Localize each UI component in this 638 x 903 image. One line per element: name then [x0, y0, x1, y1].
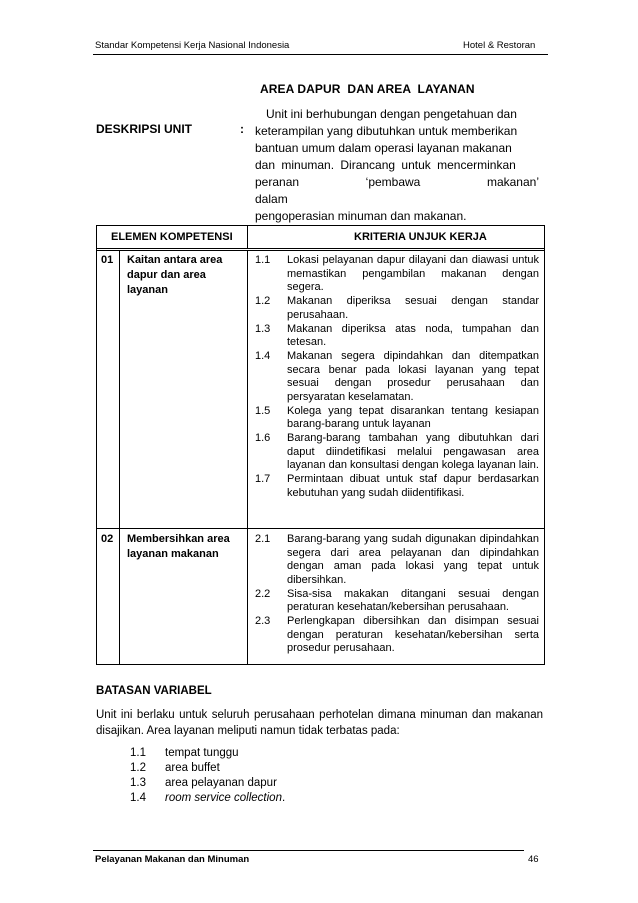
kriteria-item	[255, 323, 539, 350]
row-separator	[97, 528, 544, 529]
kriteria-item	[255, 588, 539, 615]
list-item	[130, 746, 285, 761]
deskripsi-line: peranan ‘pembawa makanan’ dalam	[255, 175, 539, 206]
kriteria-number: 1.1	[255, 254, 271, 266]
deskripsi-line: pengoperasian minuman dan makanan.	[255, 209, 467, 223]
list-text: room service collection	[165, 792, 282, 804]
table-header-row	[97, 226, 544, 251]
kriteria-text: Perlengkapan dibersihkan dan disimpan sesuai dengan peraturan kesehatan/kebersihan serta prosedur perusahaan.	[287, 615, 539, 654]
kriteria-number: 1.7	[255, 473, 271, 485]
kriteria-item	[255, 405, 539, 432]
kriteria-item	[255, 432, 539, 473]
kriteria-item	[255, 295, 539, 322]
kriteria-item	[255, 473, 539, 500]
kriteria-text: Makanan segera dipindahkan dan ditempatkan secara benar pada lokasi layanan yang tepat sesuai dengan prosedur perusahaan dan persyaratan keselamatan.	[287, 350, 539, 403]
page-title: AREA DAPUR DAN AREA LAYANAN	[260, 82, 475, 96]
kriteria-number: 1.4	[255, 350, 271, 362]
header-left: Standar Kompetensi Kerja Nasional Indonesia	[95, 40, 290, 51]
kriteria-number: 1.5	[255, 404, 271, 417]
list-number: 1.2	[130, 762, 146, 774]
list-text: tempat tunggu	[165, 747, 239, 759]
batasan-list	[130, 746, 285, 806]
kriteria-text: Permintaan dibuat untuk staf dapur berdasarkan kebutuhan yang sudah diidentifikasi.	[287, 473, 539, 499]
deskripsi-colon: :	[240, 122, 244, 136]
header-divider-vertical	[247, 226, 248, 248]
list-item	[130, 791, 285, 806]
kriteria-text: Makanan diperiksa atas noda, tumpahan dan tetesan.	[287, 322, 539, 348]
batasan-title: BATASAN VARIABEL	[96, 685, 212, 697]
header-elemen: ELEMEN KOMPETENSI	[111, 231, 233, 243]
kriteria-text: Barang-barang yang sudah digunakan dipindahkan segera dari area pelayanan dan dipindahkan dengan aman pada lokasi yang tepat untuk dibersihkan.	[287, 533, 539, 586]
kriteria-number: 2.1	[255, 533, 271, 545]
elemen-name: Membersihkan area layanan makanan	[127, 533, 230, 560]
kriteria-text: Kolega yang tepat disarankan tentang kesiapan barang-barang untuk layanan	[287, 404, 539, 430]
list-text: area pelayanan dapur	[165, 777, 277, 789]
deskripsi-line: Unit ini berhubungan dengan pengetahuan dan	[266, 107, 517, 121]
list-item	[130, 761, 285, 776]
column-divider-kriteria	[247, 251, 248, 664]
page-number: 46	[528, 854, 539, 865]
row-number: 02	[101, 533, 114, 545]
list-number: 1.4	[130, 792, 146, 804]
kriteria-number: 2.2	[255, 587, 271, 600]
kriteria-text: Barang-barang tambahan yang dibutuhkan dari daput diindetifikasi melalui pengawasan area layanan dan konsultasi dengan kolega layanan lain.	[287, 432, 539, 471]
row-number: 01	[101, 254, 114, 266]
batasan-text: Unit ini berlaku untuk seluruh perusahaan perhotelan dimana minuman dan makanan disajikan. Area layanan meliputi namun tidak terbatas pada:	[96, 709, 543, 737]
deskripsi-line: dan minuman. Dirancang untuk mencerminkan	[255, 158, 516, 172]
kriteria-item	[255, 254, 539, 295]
deskripsi-text	[255, 106, 539, 225]
deskripsi-label: DESKRIPSI UNIT	[96, 122, 193, 136]
kriteria-list	[255, 533, 539, 656]
footer-title: Pelayanan Makanan dan Minuman	[95, 854, 250, 865]
competency-table	[96, 225, 545, 665]
kriteria-text: Sisa-sisa makakan ditangani sesuai dengan peraturan kesehatan/kebersihan perusahaan.	[287, 587, 539, 613]
deskripsi-line: bantuan umum dalam operasi layanan makanan	[255, 141, 512, 155]
kriteria-number: 1.2	[255, 295, 271, 307]
kriteria-list	[255, 254, 539, 501]
kriteria-text: Makanan diperiksa sesuai dengan standar perusahaan.	[287, 295, 539, 321]
header-right: Hotel & Restoran	[463, 40, 536, 51]
kriteria-item	[255, 615, 539, 656]
list-item	[130, 776, 285, 791]
list-number: 1.1	[130, 747, 146, 759]
header-divider	[93, 54, 548, 55]
list-text: area buffet	[165, 762, 220, 774]
kriteria-number: 1.6	[255, 432, 271, 444]
header-kriteria: KRITERIA UNJUK KERJA	[354, 231, 487, 243]
deskripsi-line: keterampilan yang dibutuhkan untuk memberikan	[255, 124, 518, 138]
kriteria-number: 2.3	[255, 615, 271, 627]
list-text-suffix: .	[281, 792, 286, 804]
list-number: 1.3	[130, 777, 146, 789]
kriteria-text: Lokasi pelayanan dapur dilayani dan diawasi untuk memastikan pengambilan makanan dengan segera.	[287, 254, 539, 293]
footer-divider	[93, 850, 524, 851]
column-divider-number	[119, 251, 120, 664]
elemen-name: Kaitan antara area dapur dan area layanan	[127, 254, 223, 296]
kriteria-number: 1.3	[255, 322, 271, 335]
kriteria-item	[255, 350, 539, 404]
kriteria-item	[255, 533, 539, 587]
